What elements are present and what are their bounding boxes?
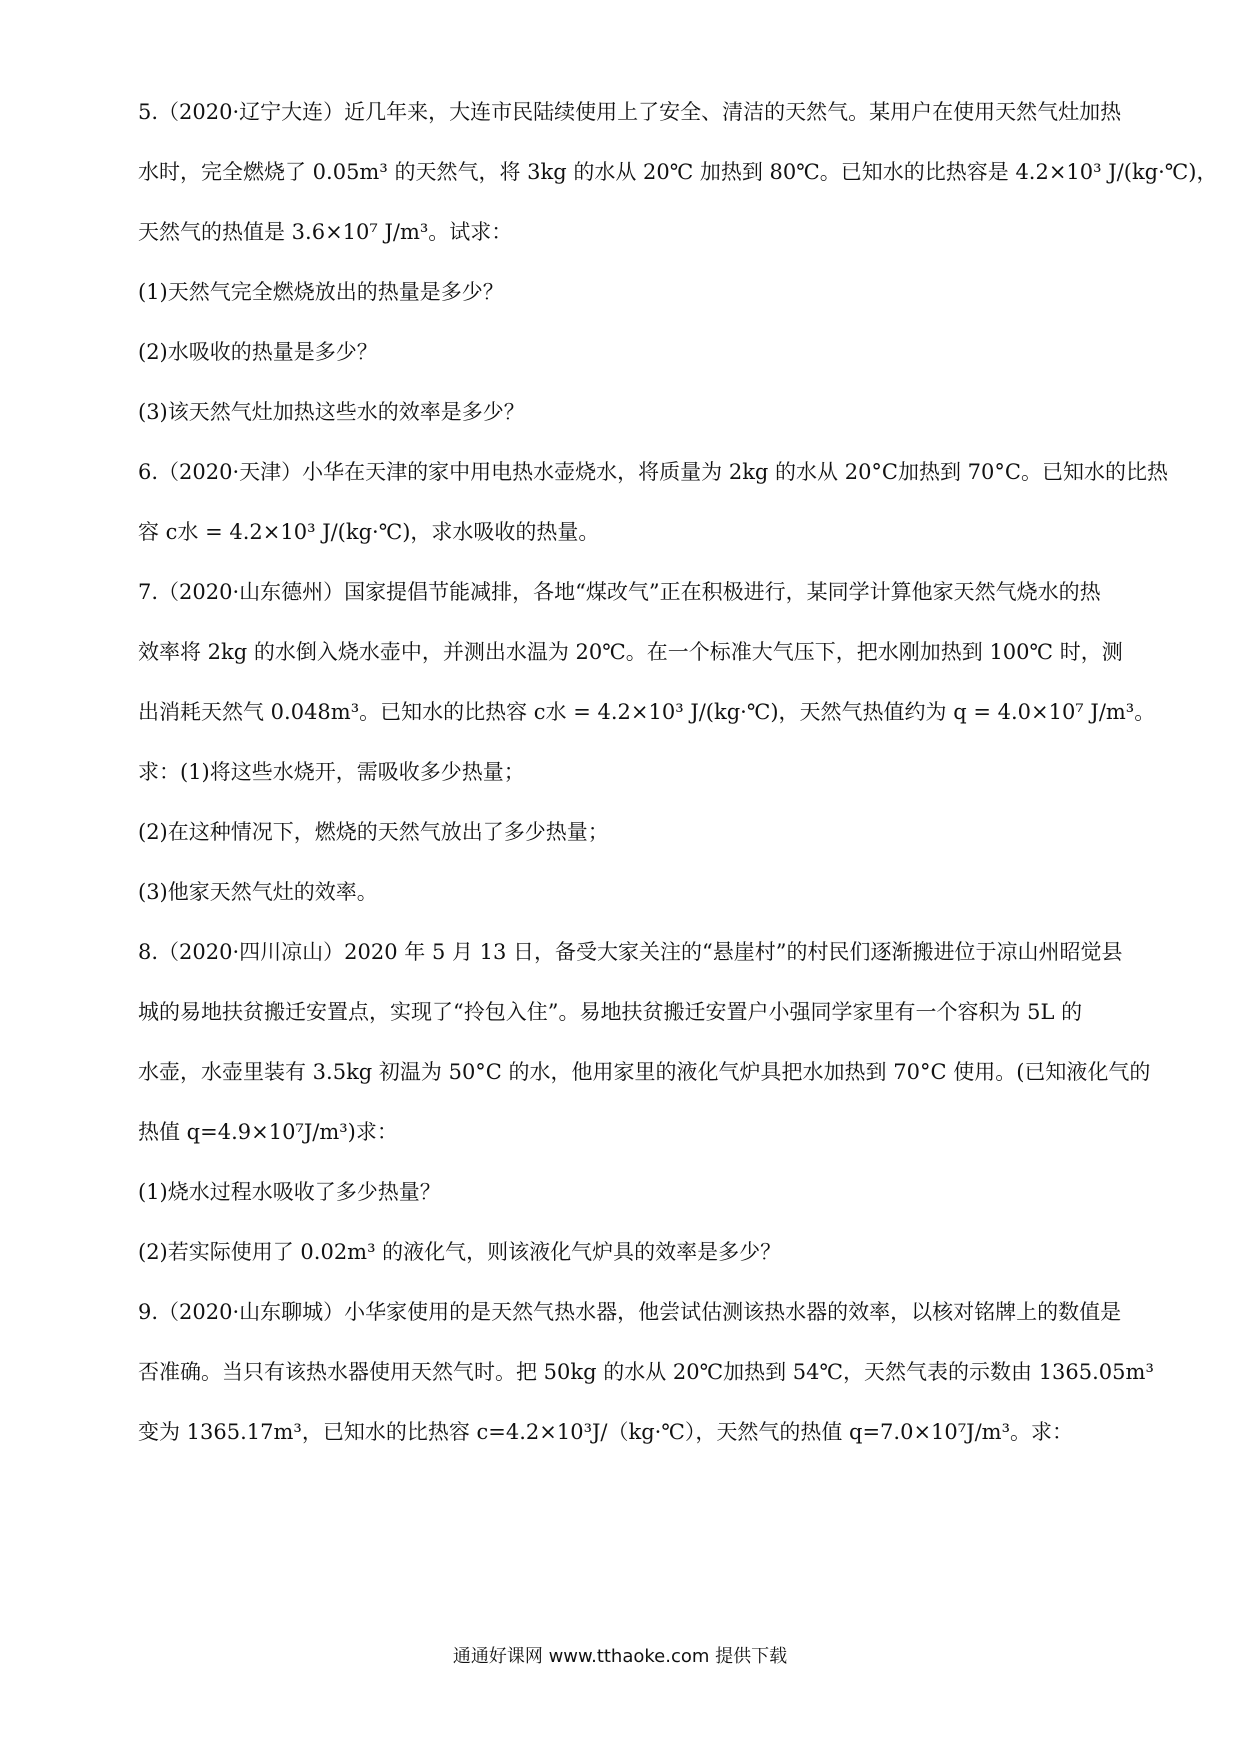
text-line: 水壶，水壶里装有 3.5kg 初温为 50°C 的水，他用家里的液化气炉具把水加热到 70°C 使用。(已知液化气的 <box>138 1060 1151 1084</box>
text-line: 8.（2020·四川凉山）2020 年 5 月 13 日，备受大家关注的“悬崖村”的村民们逐渐搬进位于凉山州昭觉县 <box>138 940 1123 964</box>
text-line: 求：(1)将这些水烧开，需吸收多少热量； <box>138 760 525 784</box>
text-line: 5.（2020·辽宁大连）近几年来，大连市民陆续使用上了安全、清洁的天然气。某用户在使用天然气灶加热 <box>138 100 1122 124</box>
text-line: (3)他家天然气灶的效率。 <box>138 880 378 904</box>
text-line: 出消耗天然气 0.048m³。已知水的比热容 c水 = 4.2×10³ J/(kg·℃)，天然气热值约为 q = 4.0×10⁷ J/m³。 <box>138 700 1156 724</box>
text-line: 天然气的热值是 3.6×10⁷ J/m³。试求： <box>138 220 513 244</box>
text-line: 城的易地扶贫搬迁安置点，实现了“拎包入住”。易地扶贫搬迁安置户小强同学家里有一个容积为 5L 的 <box>138 1000 1083 1024</box>
text-line: 9.（2020·山东聊城）小华家使用的是天然气热水器，他尝试估测该热水器的效率，以核对铭牌上的数值是 <box>138 1300 1122 1324</box>
text-line: 效率将 2kg 的水倒入烧水壶中，并测出水温为 20℃。在一个标准大气压下，把水刚加热到 100℃ 时，测 <box>138 640 1123 664</box>
text-line: (2)水吸收的热量是多少？ <box>138 340 378 364</box>
problem-text <box>138 82 1218 1462</box>
text-line: (1)天然气完全燃烧放出的热量是多少？ <box>138 280 504 304</box>
text-line: 6.（2020·天津）小华在天津的家中用电热水壶烧水，将质量为 2kg 的水从 20°C加热到 70°C。已知水的比热 <box>138 460 1168 484</box>
text-line: (2)在这种情况下，燃烧的天然气放出了多少热量； <box>138 820 609 844</box>
text-line: 热值 q=4.9×10⁷J/m³)求： <box>138 1120 398 1144</box>
text-line: (3)该天然气灶加热这些水的效率是多少？ <box>138 400 525 424</box>
text-line: (2)若实际使用了 0.02m³ 的液化气，则该液化气炉具的效率是多少？ <box>138 1240 782 1264</box>
text-line: 变为 1365.17m³，已知水的比热容 c=4.2×10³J/（kg·℃），天然气的热值 q=7.0×10⁷J/m³。求： <box>138 1420 1074 1444</box>
text-line: 7.（2020·山东德州）国家提倡节能减排，各地“煤改气”正在积极进行，某同学计算他家天然气烧水的热 <box>138 580 1101 604</box>
page-footer: 通通好课网 www.tthaoke.com 提供下载 <box>452 1646 788 1667</box>
text-line: 水时，完全燃烧了 0.05m³ 的天然气，将 3kg 的水从 20℃ 加热到 80℃。已知水的比热容是 4.2×10³ J/(kg·℃)， <box>138 160 1218 184</box>
text-line: 容 c水 = 4.2×10³ J/(kg·℃)，求水吸收的热量。 <box>138 520 600 544</box>
text-line: 否准确。当只有该热水器使用天然气时。把 50kg 的水从 20℃加热到 54℃，天然气表的示数由 1365.05m³ <box>138 1360 1154 1384</box>
text-line: (1)烧水过程水吸收了多少热量？ <box>138 1180 441 1204</box>
